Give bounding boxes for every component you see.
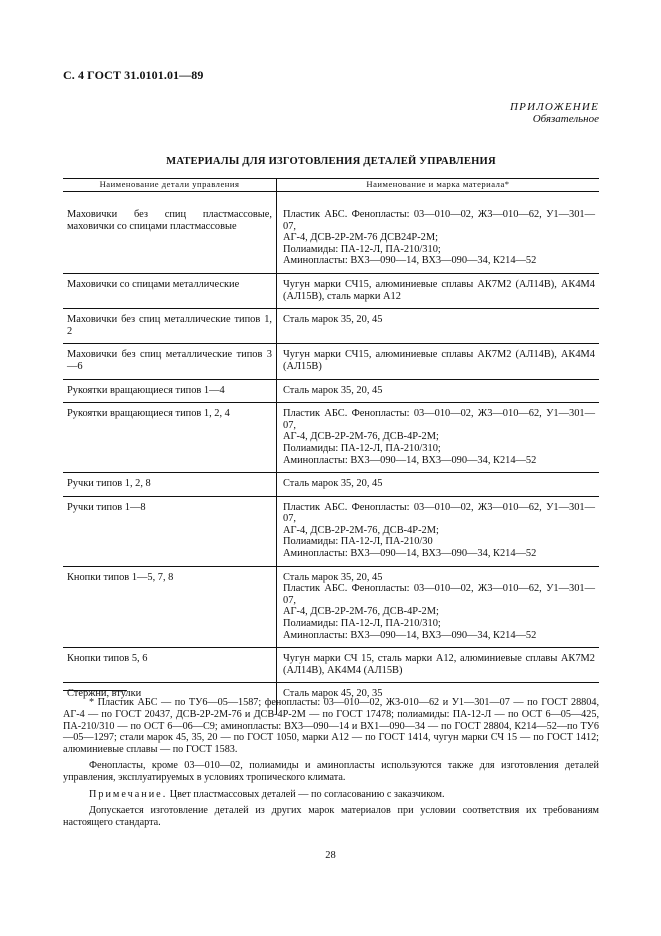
part-name-cell: Ручки типов 1—8 <box>63 496 277 566</box>
part-name-cell: Маховички без спиц металлические типов 3—6 <box>63 344 277 379</box>
material-cell <box>277 473 600 497</box>
table-header-row <box>63 179 599 192</box>
material-line: АГ-4, ДСВ-2Р-2М-76, ДСВ-4Р-2М; <box>283 606 439 618</box>
material-line: Чугун марки СЧ15, алюминиевые сплавы АК7М2 (АЛ14В), АК4М4 (АЛ15В) <box>283 349 595 372</box>
material-cell <box>277 273 600 308</box>
notes-section <box>63 690 599 833</box>
part-name-cell: Маховички со спицами металлические <box>63 273 277 308</box>
table-row <box>63 204 599 273</box>
material-line: Полиамиды: ПА-12-Л, ПА-210/30 <box>283 536 433 548</box>
material-line: Чугун марки СЧ15, алюминиевые сплавы АК7М2 (АЛ14В), АК4М4 (АЛ15В), сталь марки А12 <box>283 278 595 302</box>
permission-note: Допускается изготовление деталей из других марок материалов при условии соответствия их требованиям настоящего стандарта. <box>63 805 599 829</box>
part-name-cell: Маховички без спиц металлические типов 1, 2 <box>63 309 277 344</box>
appendix-block <box>510 101 599 125</box>
material-line: Аминопласты: ВХ3—090—14, ВХ3—090—34, К214—52 <box>283 255 537 267</box>
material-line: Аминопласты: ВХ3—090—14, ВХ3—090—34, К214—52 <box>283 454 537 466</box>
material-line: Полиамиды: ПА-12-Л, ПА-210/310; <box>283 442 441 454</box>
part-name-cell: Рукоятки вращающиеся типов 1, 2, 4 <box>63 403 277 473</box>
phenoplasts-note: Фенопласты, кроме 03—010—02, полиамиды и аминопласты используются также для изготовления деталей управления, эксплуатируемых в условиях тропического климата. <box>63 759 599 783</box>
material-cell <box>277 496 600 566</box>
material-cell <box>277 379 600 403</box>
material-line: Чугун марки СЧ 15, сталь марки А12, алюминиевые сплавы АК7М2 (АЛ14В), АК4М4 (АЛ15В) <box>283 653 595 676</box>
material-line: АГ-4, ДСВ-2Р-2М-76, ДСВ-4Р-2М; <box>283 524 439 536</box>
material-cell <box>277 566 600 648</box>
appendix-label: ПРИЛОЖЕНИЕ <box>510 101 599 113</box>
material-cell <box>277 309 600 344</box>
material-line: АГ-4, ДСВ-2Р-2М-76 ДСВ24Р-2М; <box>283 232 438 244</box>
page-number: 28 <box>325 850 336 861</box>
material-line: Сталь марок 35, 20, 45 <box>283 478 383 490</box>
footnote: * Пластик АБС — по ТУ6—05—1587; фенопласты: 03—010—02, Ж3-010—62 и У1—301—07 — по ГОСТ 28804, АГ-4 — по ГОСТ 20437, ДСВ-2Р-2М-76 и ДСВ-4Р-2М — по ГОСТ 17478; полиамиды: ПА-12-Л — по ОСТ 6—05—425, ПА-210/310 — по ОСТ 6—06—С9; аминопласты: ВХ3—090—14 и ВХ1—090—34 — по ГОСТ 28804, К214—52—по ТУ6—05—1297; стали марок 45, 35, 20 — по ГОСТ 1050, марки А12 — по ГОСТ 1414, чугун марки СЧ 15 — по ГОСТ 1412; алюминиевые сплавы — по ГОСТ 1583. <box>63 697 599 756</box>
table-body <box>63 204 599 714</box>
material-cell <box>277 648 600 683</box>
part-name-cell: Маховички без спиц пластмассовые, маховички со спицами пластмассовые <box>63 204 277 273</box>
material-line: Полиамиды: ПА-12-Л, ПА-210/310; <box>283 618 441 630</box>
table-title: МАТЕРИАЛЫ ДЛЯ ИЗГОТОВЛЕНИЯ ДЕТАЛЕЙ УПРАВЛЕНИЯ <box>166 156 496 167</box>
part-name-cell: Ручки типов 1, 2, 8 <box>63 473 277 497</box>
material-line: Сталь марок 35, 20, 45 <box>283 314 383 326</box>
material-line: Сталь марок 45, 20, 35 <box>283 688 383 700</box>
material-line: АГ-4, ДСВ-2Р-2М-76, ДСВ-4Р-2М; <box>283 431 439 443</box>
column-header-part: Наименование детали управления <box>63 179 277 192</box>
table-row <box>63 648 599 683</box>
table-row <box>63 344 599 379</box>
part-name-cell: Кнопки типов 1—5, 7, 8 <box>63 566 277 648</box>
header-spacer-row <box>63 192 599 205</box>
material-line: Сталь марок 35, 20, 45 <box>283 384 383 396</box>
page-header: С. 4 ГОСТ 31.0101.01—89 <box>63 68 204 82</box>
table-row <box>63 273 599 308</box>
material-line: Аминопласты: ВХ3—090—14, ВХ3—090—34, К214—52 <box>283 548 537 560</box>
material-cell <box>277 344 600 379</box>
table-row <box>63 496 599 566</box>
remark-text: Цвет пластмассовых деталей — по согласованию с заказчиком. <box>167 788 445 800</box>
table-row <box>63 379 599 403</box>
table-row <box>63 403 599 473</box>
material-line: Пластик АБС. Фенопласты: 03—010—02, Ж3—010—62, У1—301—07, <box>283 501 595 525</box>
material-line: Аминопласты: ВХ3—090—14, ВХ3—090—34, К214—52 <box>283 629 537 641</box>
material-line: Пластик АБС. Фенопласты: 03—010—02, Ж3—010—62, У1—301—07, <box>283 583 595 606</box>
material-cell <box>277 403 600 473</box>
material-cell <box>277 204 600 273</box>
table-row <box>63 473 599 497</box>
column-header-material: Наименование и марка материала* <box>366 179 510 190</box>
remark-label: Примечание. <box>89 788 168 800</box>
material-line: Сталь марок 35, 20, 45 <box>283 571 383 583</box>
remark <box>63 789 599 801</box>
part-name-cell: Рукоятки вращающиеся типов 1—4 <box>63 379 277 403</box>
footnote-rule <box>63 690 127 691</box>
appendix-status: Обязательное <box>532 113 599 125</box>
material-line: Полиамиды: ПА-12-Л, ПА-210/310; <box>283 243 441 255</box>
part-name-cell: Стержни, втулки <box>63 683 277 714</box>
part-name-cell: Кнопки типов 5, 6 <box>63 648 277 683</box>
materials-table <box>63 178 599 714</box>
table-row <box>63 309 599 344</box>
material-line: Пластик АБС. Фенопласты: 03—010—02, Ж3—010—62, У1—301—07, <box>283 408 595 431</box>
table-row <box>63 566 599 648</box>
material-line: Пластик АБС. Фенопласты: 03—010—02, Ж3—010—62, У1—301—07, <box>283 209 595 232</box>
